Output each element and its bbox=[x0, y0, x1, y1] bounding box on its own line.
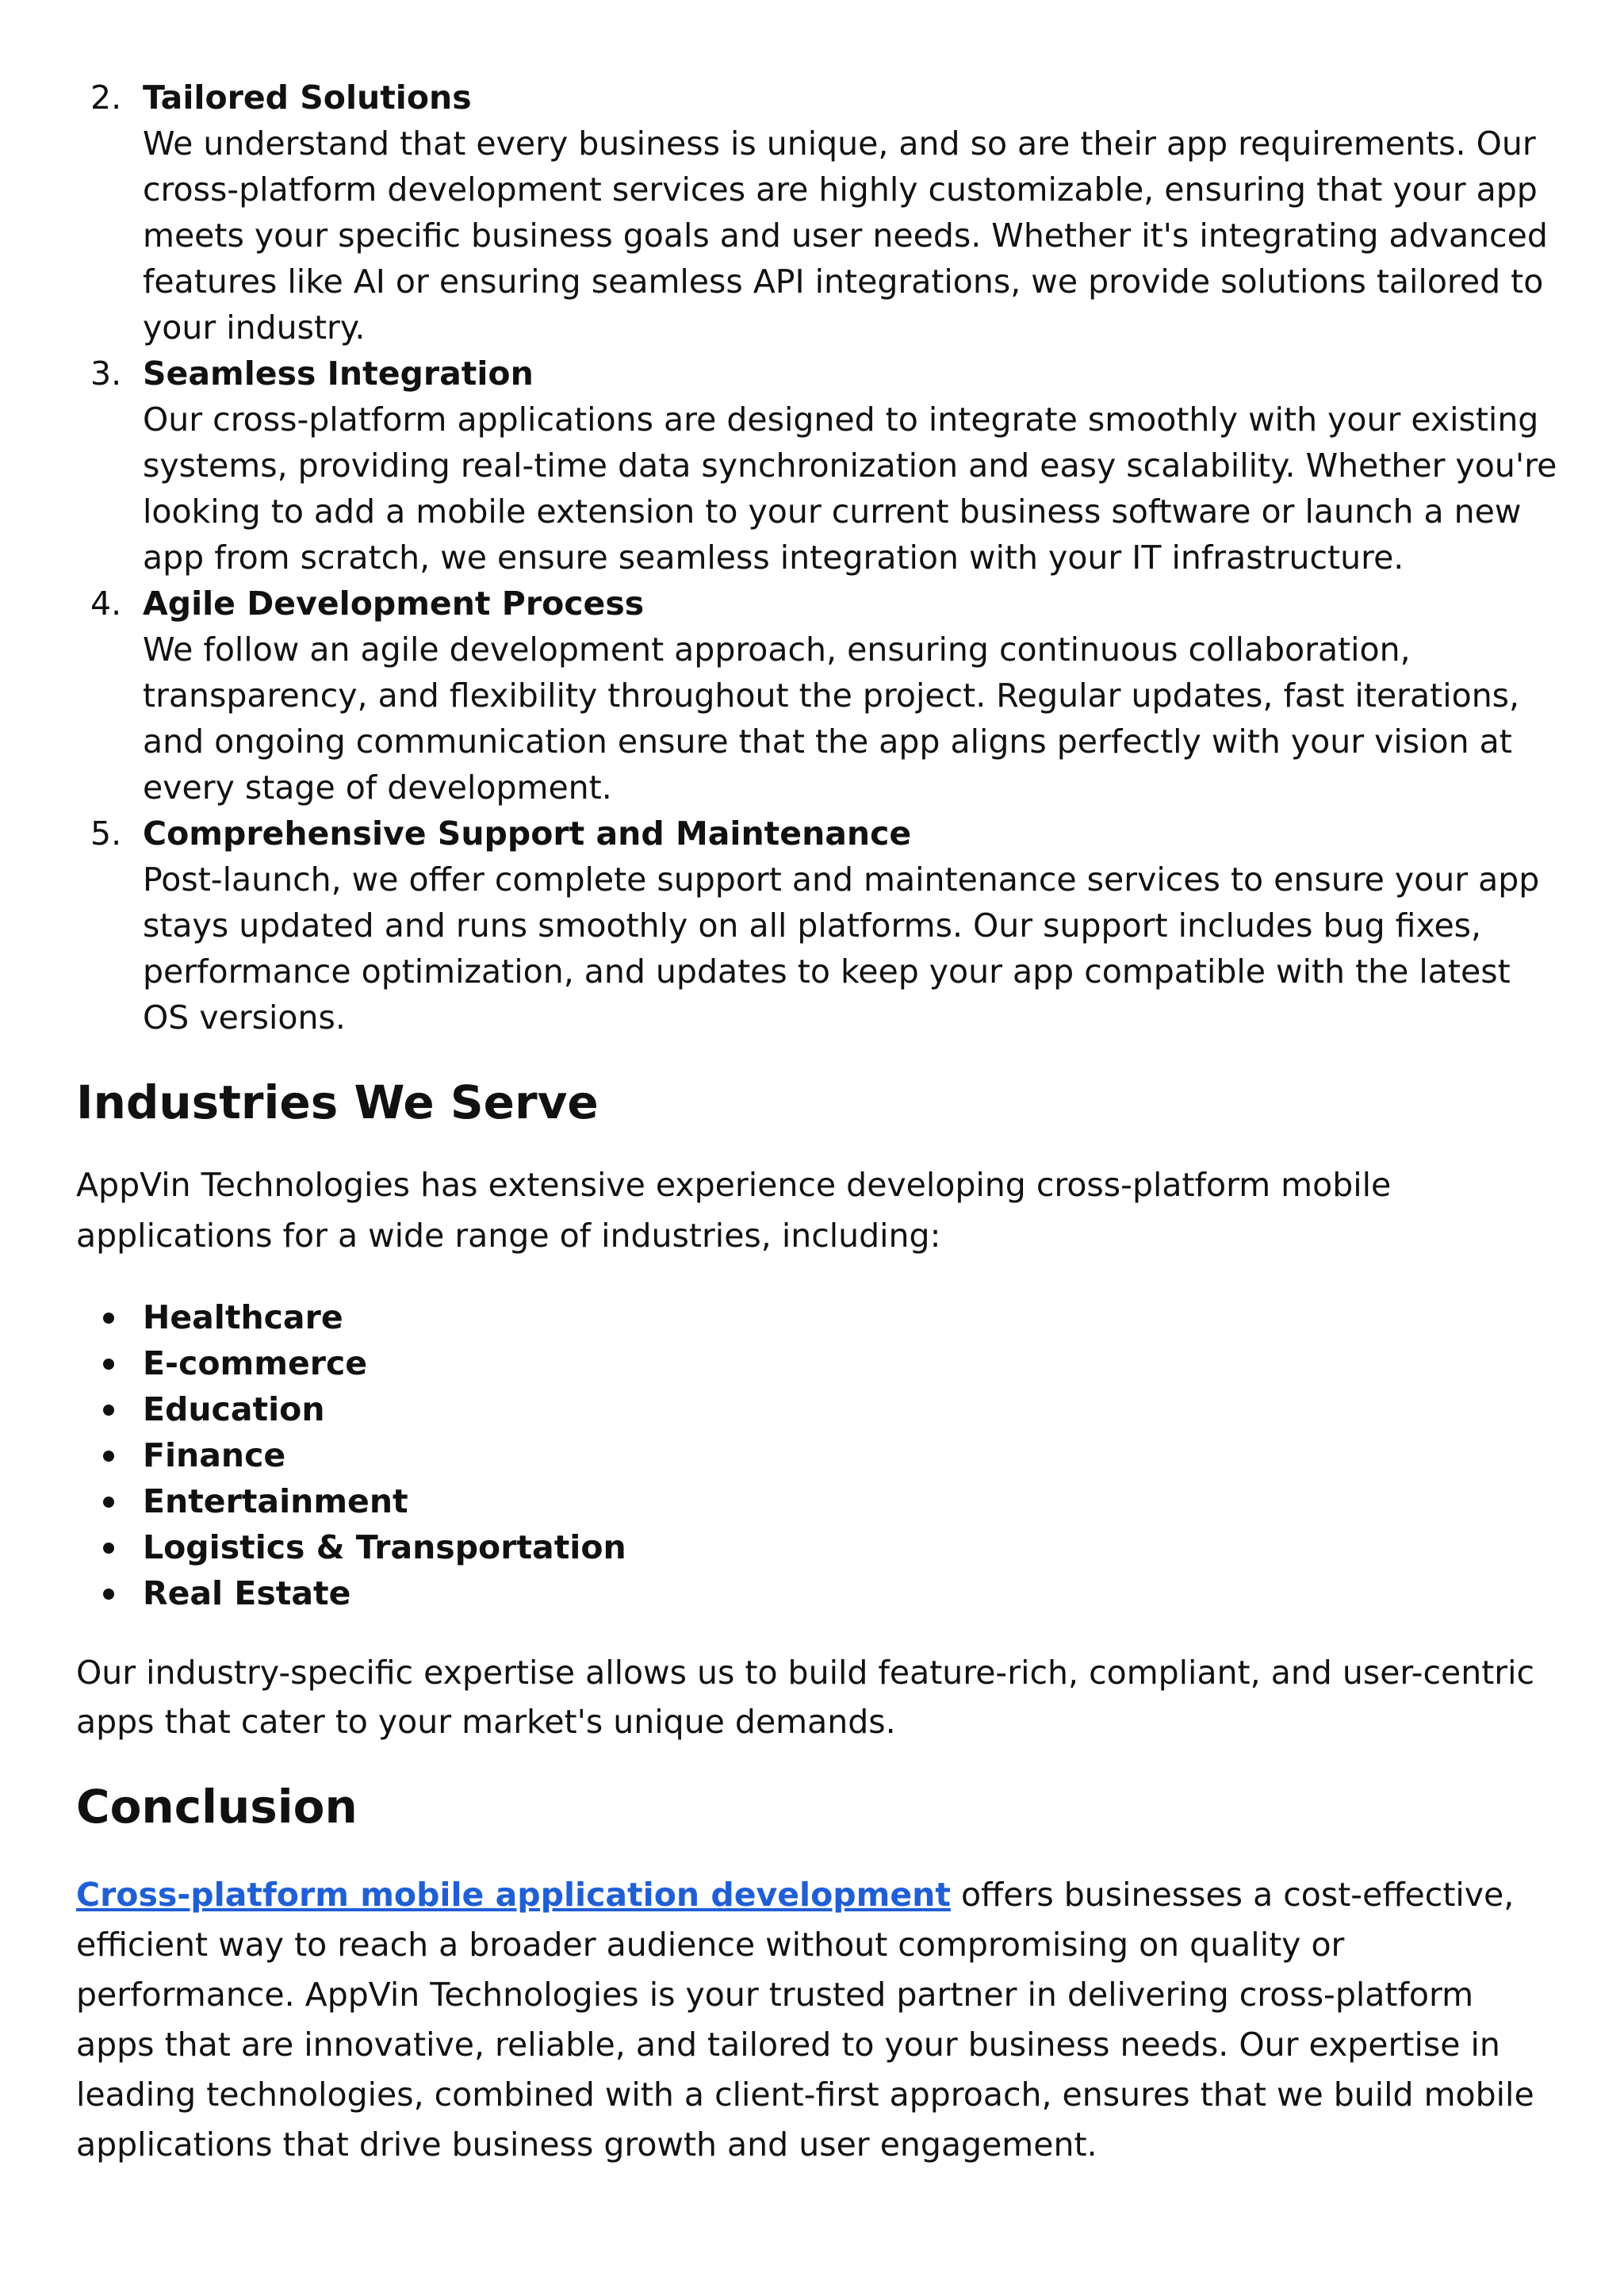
bullet-icon bbox=[103, 1359, 114, 1370]
list-item bbox=[76, 351, 1561, 581]
services-numbered-list bbox=[76, 75, 1561, 1041]
item-title: Seamless Integration bbox=[143, 355, 534, 393]
industries-list bbox=[76, 1294, 1561, 1616]
industry-label: Real Estate bbox=[143, 1574, 351, 1612]
industry-label: E-commerce bbox=[143, 1344, 368, 1382]
list-number: 4. bbox=[90, 585, 122, 623]
conclusion-body: offers businesses a cost-effective, efficient way to reach a broader audience without compromising on quality or performance. AppVin Technologies is your trusted partner in delivering cross-platform apps that are innovative, reliable, and tailored to your business needs. Our expertise in leading technologies, combined with a client-first approach, ensures that we build mobile applications that drive business growth and user engagement. bbox=[76, 1876, 1534, 2164]
item-body: We understand that every business is unique, and so are their app requirements. Our cross-platform development services are highly customizable, ensuring that your app meets your specific business goals and user needs. Whether it's integrating advanced features like AI or ensuring seamless API integrations, we provide solutions tailored to your industry. bbox=[143, 125, 1548, 347]
list-item bbox=[76, 1294, 1561, 1340]
item-title: Comprehensive Support and Maintenance bbox=[143, 815, 912, 853]
list-number: 2. bbox=[90, 79, 122, 117]
list-item bbox=[76, 1432, 1561, 1478]
conclusion-paragraph bbox=[76, 1870, 1561, 2170]
bullet-icon bbox=[103, 1451, 114, 1462]
list-item bbox=[76, 75, 1561, 351]
industry-label: Logistics & Transportation bbox=[143, 1528, 626, 1566]
list-item bbox=[76, 1340, 1561, 1386]
item-title: Tailored Solutions bbox=[143, 79, 472, 117]
list-item bbox=[76, 1386, 1561, 1432]
item-body: Post-launch, we offer complete support and maintenance services to ensure your app stays updated and runs smoothly on all platforms. Our support includes bug fixes, performance optimization, and updates to keep your app compatible with the latest OS versions. bbox=[143, 861, 1540, 1037]
list-number: 3. bbox=[90, 355, 122, 393]
bullet-icon bbox=[103, 1589, 114, 1600]
list-number: 5. bbox=[90, 815, 122, 853]
item-title: Agile Development Process bbox=[143, 585, 645, 623]
bullet-icon bbox=[103, 1543, 114, 1554]
item-body: Our cross-platform applications are designed to integrate smoothly with your existing systems, providing real-time data synchronization and easy scalability. Whether you're looking to add a mobile extension to your current business software or launch a new app from scratch, we ensure seamless integration with your IT infrastructure. bbox=[143, 401, 1557, 577]
list-item bbox=[76, 811, 1561, 1041]
industry-label: Entertainment bbox=[143, 1482, 408, 1520]
industries-heading: Industries We Serve bbox=[76, 1075, 599, 1129]
industries-closing: Our industry-specific expertise allows us to build feature-rich, compliant, and user-centric apps that cater to your market's unique demands. bbox=[76, 1654, 1535, 1741]
list-item bbox=[76, 1570, 1561, 1616]
bullet-icon bbox=[103, 1497, 114, 1508]
industry-label: Finance bbox=[143, 1436, 286, 1474]
bullet-icon bbox=[103, 1313, 114, 1324]
list-item bbox=[76, 1524, 1561, 1570]
industry-label: Education bbox=[143, 1390, 325, 1428]
industries-intro: AppVin Technologies has extensive experience developing cross-platform mobile applications for a wide range of industries, including: bbox=[76, 1166, 1392, 1255]
industry-label: Healthcare bbox=[143, 1298, 343, 1336]
conclusion-heading: Conclusion bbox=[76, 1780, 358, 1834]
list-item bbox=[76, 581, 1561, 811]
bullet-icon bbox=[103, 1405, 114, 1416]
cross-platform-link[interactable]: Cross-platform mobile application development bbox=[76, 1876, 951, 1914]
list-item bbox=[76, 1478, 1561, 1524]
item-body: We follow an agile development approach, ensuring continuous collaboration, transparency, and flexibility throughout the project. Regular updates, fast iterations, and ongoing communication ensure that the app aligns perfectly with your vision at every stage of development. bbox=[143, 631, 1520, 807]
